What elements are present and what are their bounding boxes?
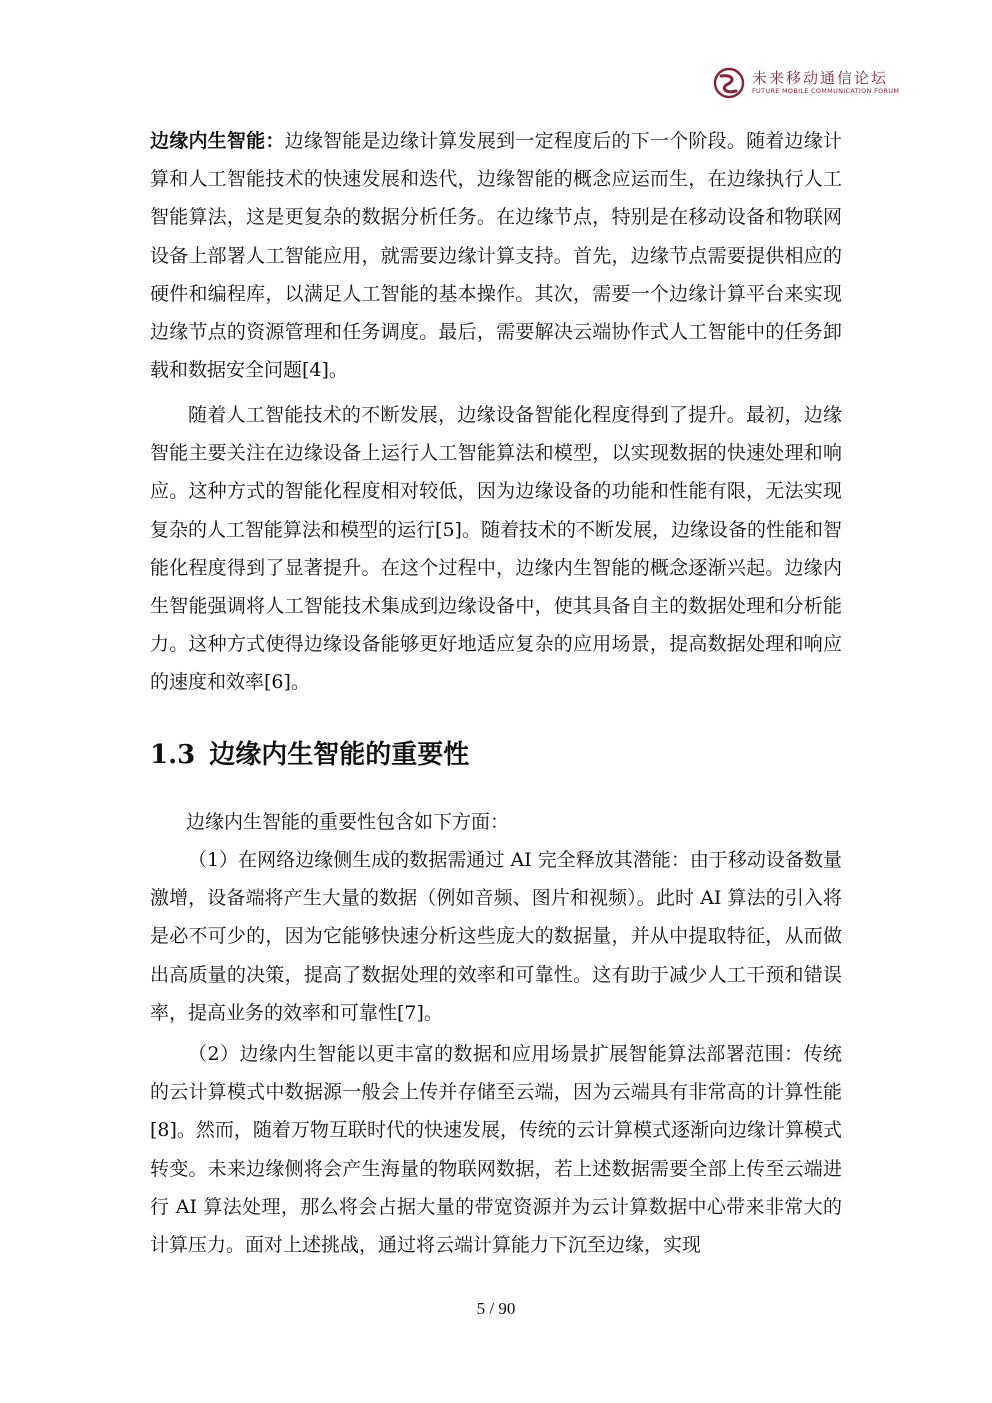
section-heading [150, 734, 469, 771]
logo-english-name: FUTURE MOBILE COMMUNICATION FORUM [752, 87, 900, 95]
page-number: 5 / 90 [476, 1299, 516, 1318]
forum-logo-icon [712, 66, 746, 100]
list-item-2: （2）边缘内生智能以更丰富的数据和应用场景扩展智能算法部署范围：传统的云计算模式中数据源一般会上传并存储至云端，因为云端具有非常高的计算性能[8]。然而，随着万物互联时代的快速发展，传统的云计算模式逐渐向边缘计算模式转变。未来边缘侧将会产生海量的物联网数据，若上述数据需要全部上传至云端进行 AI 算法处理，那么将会占据大量的带宽资源并为云计算数据中心带来非常大的计算压力。面对上述挑战，通过将云端计算能力下沉至边缘，实现 [150, 1043, 842, 1257]
paragraph-edge-intelligence [150, 122, 842, 389]
section-intro: 边缘内生智能的重要性包含如下方面： [186, 811, 510, 833]
logo-chinese-name: 未来移动通信论坛 [752, 69, 889, 87]
forum-logo [712, 66, 932, 102]
paragraph-body: 边缘智能是边缘计算发展到一定程度后的下一个阶段。随着边缘计算和人工智能技术的快速发展和迭代，边缘智能的概念应运而生，在边缘执行人工智能算法，这是更复杂的数据分析任务。在边缘节点，特别是在移动设备和物联网设备上部署人工智能应用，就需要边缘计算支持。首先，边缘节点需要提供相应的硬件和编程库，以满足人工智能的基本操作。其次，需要一个边缘计算平台来实现边缘节点的资源管理和任务调度。最后，需要解决云端协作式人工智能中的任务卸载和数据安全问题[4]。 [150, 130, 842, 382]
section-number: 1.3 [150, 740, 196, 770]
paragraph-development: 随着人工智能技术的不断发展，边缘设备智能化程度得到了提升。最初，边缘智能主要关注在边缘设备上运行人工智能算法和模型，以实现数据的快速处理和响应。这种方式的智能化程度相对较低，因为边缘设备的功能和性能有限，无法实现复杂的人工智能算法和模型的运行[5]。随着技术的不断发展，边缘设备的性能和智能化程度得到了显著提升。在这个过程中，边缘内生智能的概念逐渐兴起。边缘内生智能强调将人工智能技术集成到边缘设备中，使其具备自主的数据处理和分析能力。这种方式使得边缘设备能够更好地适应复杂的应用场景，提高数据处理和响应的速度和效率[6]。 [150, 404, 842, 694]
section-title: 边缘内生智能的重要性 [209, 740, 470, 770]
list-item-1: （1）在网络边缘侧生成的数据需通过 AI 完全释放其潜能：由于移动设备数量激增，设备端将产生大量的数据（例如音频、图片和视频）。此时 AI 算法的引入将是必不可少的，因为它能够快速分析这些庞大的数据量，并从中提取特征，从而做出高质量的决策，提高了数据处理的效率和可靠性。这有助于减少人工干预和错误率，提高业务的效率和可靠性[7]。 [150, 849, 842, 1024]
paragraph-lead-term: 边缘内生智能： [150, 130, 285, 152]
